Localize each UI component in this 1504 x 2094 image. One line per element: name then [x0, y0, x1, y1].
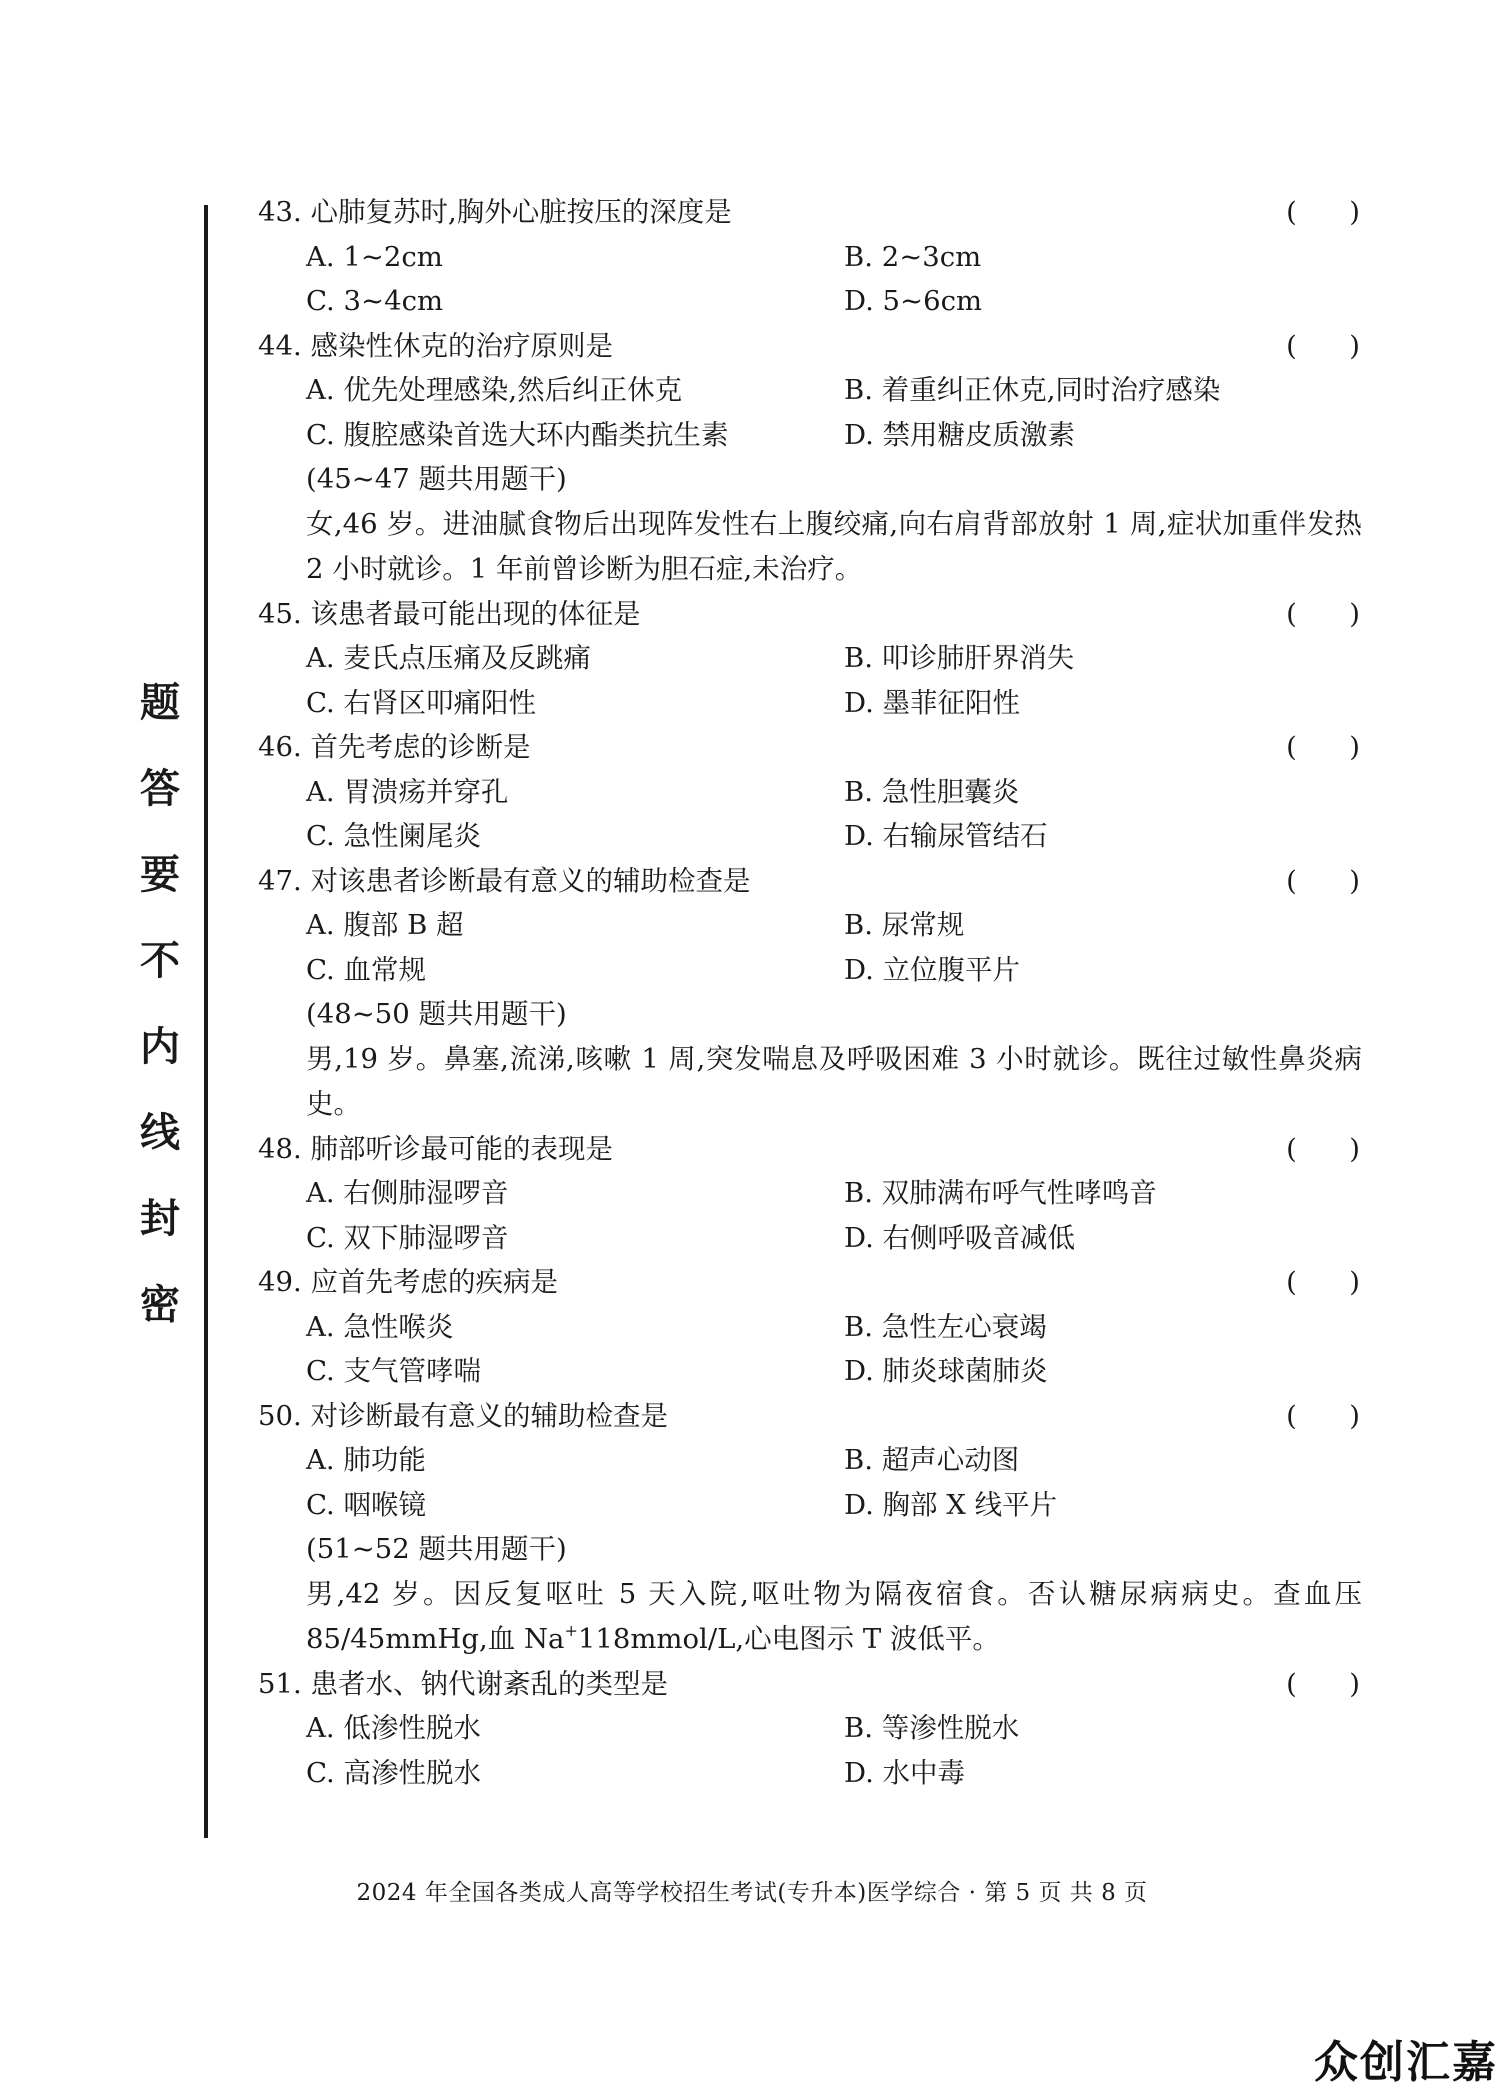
question-text: 首先考虑的诊断是	[310, 731, 531, 763]
option-row	[258, 1305, 1362, 1350]
option-d: D. 水中毒	[844, 1756, 966, 1789]
question-number: 51.	[258, 1667, 302, 1700]
option-a: A. 肺功能	[306, 1444, 426, 1476]
question-stem-row	[258, 725, 1362, 770]
option-c: C. 3~4cm	[306, 285, 444, 317]
shared-stem-text-part1: 男,42 岁。因反复呕吐 5 天入院,呕吐物为隔夜宿食。否认糖尿病病史。查血压 85/45mmHg,血 Na	[306, 1577, 1362, 1655]
seal-char: 答	[140, 766, 180, 812]
option-row	[258, 1438, 1362, 1483]
option-row	[258, 1216, 1362, 1261]
option-a: A. 胃溃疡并穿孔	[306, 775, 509, 808]
shared-stem-header: (48~50 题共用题干)	[306, 998, 567, 1030]
option-a: A. 腹部 B 超	[306, 909, 464, 941]
answer-bracket: ( )	[1286, 1266, 1360, 1298]
option-c: C. 急性阑尾炎	[306, 820, 482, 852]
option-c: C. 右肾区叩痛阳性	[306, 686, 537, 719]
answer-bracket: ( )	[1286, 1399, 1360, 1432]
option-row	[258, 1171, 1362, 1216]
question-stem	[258, 190, 732, 235]
question-stem	[258, 592, 640, 637]
question-stem	[258, 1260, 558, 1305]
answer-bracket: ( )	[1286, 1667, 1360, 1700]
shared-stem-text: 男,19 岁。鼻塞,流涕,咳嗽 1 周,突发喘息及呼吸困难 3 小时就诊。既往过敏性鼻炎病史。	[306, 1042, 1362, 1120]
answer-bracket: ( )	[1286, 329, 1360, 362]
question-stem-row	[258, 1662, 1362, 1707]
question-stem	[258, 725, 530, 770]
option-b: B. 双肺满布呼气性哮鸣音	[844, 1177, 1157, 1209]
question-text: 应首先考虑的疾病是	[310, 1266, 558, 1298]
option-d: D. 墨菲征阳性	[844, 686, 1021, 719]
option-a: A. 麦氏点压痛及反跳痛	[306, 642, 591, 674]
option-d: D. 肺炎球菌肺炎	[844, 1355, 1048, 1387]
option-row	[258, 681, 1362, 726]
shared-stem-header: (51~52 题共用题干)	[306, 1533, 567, 1565]
option-b: B. 超声心动图	[844, 1444, 1020, 1476]
question-stem-row	[258, 190, 1362, 235]
answer-bracket: ( )	[1286, 196, 1360, 228]
question-number: 48.	[258, 1132, 302, 1165]
question-stem-row	[258, 324, 1362, 369]
question-text: 心肺复苏时,胸外心脏按压的深度是	[310, 196, 732, 228]
question-49	[258, 1260, 1362, 1394]
option-d: D. 禁用糖皮质激素	[844, 418, 1076, 451]
shared-stem-text: 女,46 岁。进油腻食物后出现阵发性右上腹绞痛,向右肩背部放射 1 周,症状加重伴发热 2 小时就诊。1 年前曾诊断为胆石症,未治疗。	[306, 507, 1362, 585]
question-stem	[258, 1662, 668, 1707]
question-text: 对诊断最有意义的辅助检查是	[310, 1399, 668, 1432]
question-45	[258, 592, 1362, 726]
question-stem-row	[258, 592, 1362, 637]
seal-line-rule	[204, 205, 208, 1838]
option-b: B. 2~3cm	[844, 240, 982, 273]
shared-stem-text-part2: 118mmol/L,心电图示 T 波低平。	[577, 1622, 1000, 1655]
option-c: C. 血常规	[306, 953, 427, 986]
question-stem	[258, 1394, 668, 1439]
option-a: A. 优先处理感染,然后纠正休克	[306, 374, 683, 406]
page-footer: 2024 年全国各类成人高等学校招生考试(专升本)医学综合 · 第 5 页 共 8 页	[356, 1880, 1148, 1906]
question-51	[258, 1662, 1362, 1796]
question-44	[258, 324, 1362, 458]
option-row	[258, 636, 1362, 681]
option-row	[258, 948, 1362, 993]
seal-char: 密	[140, 1282, 180, 1328]
answer-bracket: ( )	[1286, 731, 1360, 763]
option-d: D. 立位腹平片	[844, 953, 1021, 986]
question-stem	[258, 324, 613, 369]
option-c: C. 双下肺湿啰音	[306, 1221, 509, 1254]
question-number: 49.	[258, 1266, 302, 1298]
seal-char: 题	[140, 680, 180, 726]
option-b: B. 着重纠正休克,同时治疗感染	[844, 374, 1221, 406]
seal-line-notice	[135, 660, 185, 1348]
question-number: 46.	[258, 731, 302, 763]
question-48	[258, 1127, 1362, 1261]
question-stem	[258, 859, 750, 904]
option-row	[258, 1483, 1362, 1528]
option-row	[258, 903, 1362, 948]
sodium-ion-superscript: +	[564, 1620, 578, 1640]
question-number: 47.	[258, 864, 302, 897]
option-row	[258, 235, 1362, 280]
seal-char: 要	[140, 852, 180, 898]
option-a: A. 急性喉炎	[306, 1310, 454, 1343]
question-text: 患者水、钠代谢紊乱的类型是	[310, 1667, 668, 1700]
question-text: 对该患者诊断最有意义的辅助检查是	[310, 864, 751, 897]
question-number: 44.	[258, 329, 302, 362]
option-a: A. 1~2cm	[306, 240, 443, 273]
answer-bracket: ( )	[1286, 1132, 1360, 1165]
option-b: B. 叩诊肺肝界消失	[844, 642, 1075, 674]
option-d: D. 5~6cm	[844, 285, 983, 317]
option-c: C. 咽喉镜	[306, 1488, 427, 1521]
seal-char: 封	[140, 1196, 180, 1242]
option-d: D. 右侧呼吸音减低	[844, 1221, 1076, 1254]
option-row	[258, 1349, 1362, 1394]
seal-char: 内	[140, 1024, 180, 1070]
option-b: B. 等渗性脱水	[844, 1712, 1020, 1744]
exam-content	[258, 190, 1362, 1795]
question-stem-row	[258, 1394, 1362, 1439]
option-c: C. 高渗性脱水	[306, 1756, 482, 1789]
question-43	[258, 190, 1362, 324]
option-b: B. 急性左心衰竭	[844, 1310, 1047, 1343]
question-stem-row	[258, 1260, 1362, 1305]
question-text: 肺部听诊最可能的表现是	[310, 1132, 613, 1165]
option-d: D. 胸部 X 线平片	[844, 1488, 1058, 1521]
question-text: 该患者最可能出现的体征是	[310, 597, 641, 630]
option-b: B. 尿常规	[844, 909, 965, 941]
option-b: B. 急性胆囊炎	[844, 775, 1020, 808]
option-row	[258, 814, 1362, 859]
seal-char: 线	[140, 1110, 180, 1156]
option-row	[258, 368, 1362, 413]
option-d: D. 右输尿管结石	[844, 820, 1048, 852]
question-number: 50.	[258, 1399, 302, 1432]
option-row	[258, 279, 1362, 324]
option-row	[258, 1751, 1362, 1796]
option-c: C. 腹腔感染首选大环内酯类抗生素	[306, 418, 729, 451]
shared-stem-text	[258, 1572, 1362, 1662]
option-row	[258, 413, 1362, 458]
question-stem	[258, 1127, 613, 1172]
answer-bracket: ( )	[1286, 864, 1360, 897]
question-47	[258, 859, 1362, 993]
question-stem-row	[258, 859, 1362, 904]
question-number: 45.	[258, 597, 302, 630]
answer-bracket: ( )	[1286, 597, 1360, 630]
option-row	[258, 770, 1362, 815]
question-46	[258, 725, 1362, 859]
option-row	[258, 1706, 1362, 1751]
question-number: 43.	[258, 196, 302, 228]
option-a: A. 右侧肺湿啰音	[306, 1177, 509, 1209]
question-50	[258, 1394, 1362, 1528]
seal-char: 不	[140, 938, 180, 984]
question-text: 感染性休克的治疗原则是	[310, 329, 613, 362]
option-c: C. 支气管哮喘	[306, 1355, 482, 1387]
option-a: A. 低渗性脱水	[306, 1712, 481, 1744]
question-stem-row	[258, 1127, 1362, 1172]
watermark-logo: 众创汇嘉	[1314, 2037, 1498, 2088]
shared-stem-header: (45~47 题共用题干)	[306, 463, 567, 495]
